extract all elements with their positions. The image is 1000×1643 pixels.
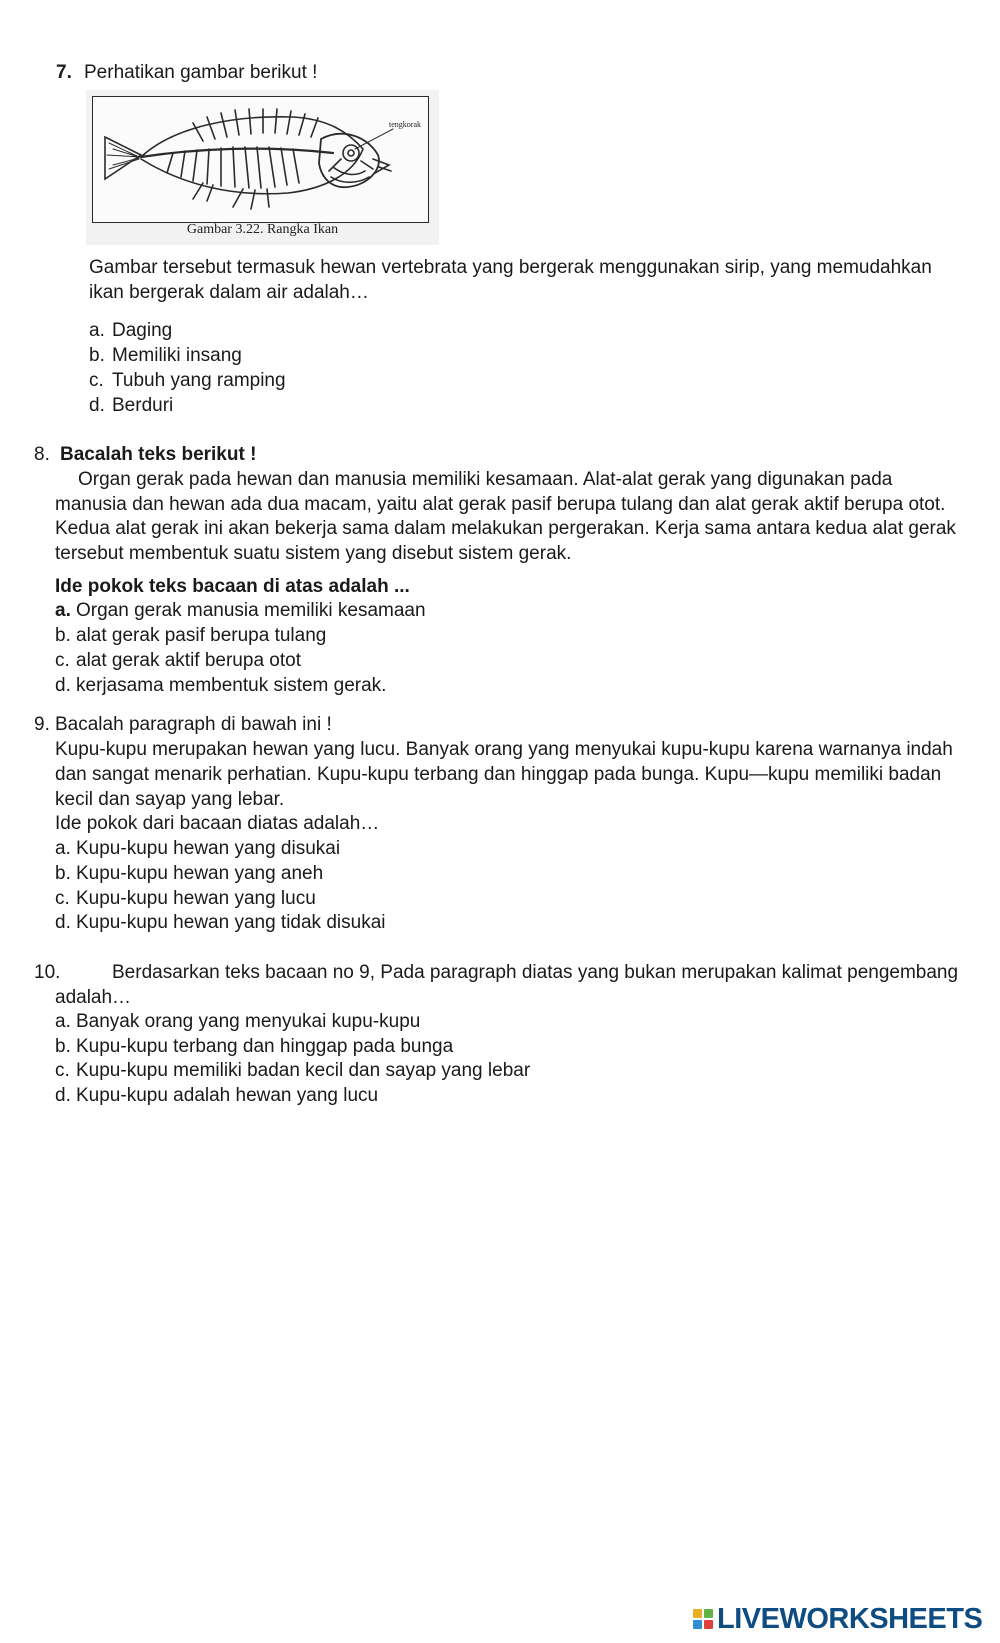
option-text: alat gerak pasif berupa tulang: [76, 625, 327, 646]
option-letter: a.: [55, 1011, 71, 1032]
figure-frame: [92, 96, 429, 223]
option-c[interactable]: [89, 370, 286, 392]
option-text: Daging: [112, 320, 173, 341]
question-9-header: [34, 714, 332, 736]
option-letter: b.: [55, 863, 71, 884]
option-c[interactable]: [55, 650, 301, 672]
option-d[interactable]: [55, 912, 385, 934]
option-text: alat gerak aktif berupa otot: [76, 650, 301, 671]
option-letter: c.: [89, 370, 104, 391]
option-text: Banyak orang yang menyukai kupu-kupu: [76, 1011, 421, 1032]
logo-square: [693, 1620, 702, 1629]
option-letter: b.: [55, 625, 71, 646]
option-d[interactable]: [89, 395, 173, 417]
passage-line: Organ gerak pada hewan dan manusia memiliki kesamaan. Alat-alat gerak yang digunakan pada: [78, 469, 893, 490]
figure-label: tengkorak: [389, 120, 421, 129]
option-b[interactable]: [89, 345, 242, 367]
logo-square: [704, 1609, 713, 1618]
option-text: Kupu-kupu hewan yang tidak disukai: [76, 912, 386, 933]
option-a[interactable]: [55, 838, 340, 860]
question-text: Ide pokok teks bacaan di atas adalah ...: [55, 576, 410, 597]
question-text-line: Gambar tersebut termasuk hewan vertebrata yang bergerak menggunakan sirip, yang memudahkan: [89, 257, 932, 278]
question-10-header: [34, 962, 958, 984]
question-number: 10.: [34, 962, 61, 983]
option-letter: a.: [55, 838, 71, 859]
option-text: Kupu-kupu terbang dan hinggap pada bunga: [76, 1036, 454, 1057]
question-8-header: [34, 444, 256, 466]
option-b[interactable]: [55, 863, 323, 885]
option-text: kerjasama membentuk sistem gerak.: [76, 675, 387, 696]
logo-mark-icon: [693, 1609, 713, 1629]
passage-line: manusia dan hewan ada dua macam, yaitu alat gerak pasif berupa tulang dan alat gerak aktif berupa otot.: [55, 494, 946, 515]
logo-square: [704, 1620, 713, 1629]
option-letter: c.: [55, 1060, 70, 1081]
option-b[interactable]: [55, 625, 326, 647]
fish-skeleton-figure: [86, 90, 439, 245]
option-text: Kupu-kupu hewan yang lucu: [76, 888, 316, 909]
passage-line: Kupu-kupu merupakan hewan yang lucu. Banyak orang yang menyukai kupu-kupu karena warnanya indah: [55, 739, 953, 760]
option-letter: b.: [55, 1036, 71, 1057]
question-text-line: adalah…: [55, 987, 132, 1008]
question-text-line: ikan bergerak dalam air adalah…: [89, 282, 369, 303]
option-letter: a.: [55, 600, 71, 621]
option-d[interactable]: [55, 1085, 378, 1107]
question-number: 7.: [56, 62, 72, 83]
figure-caption: Gambar 3.22. Rangka Ikan: [186, 222, 339, 237]
option-letter: d.: [55, 675, 71, 696]
option-letter: d.: [55, 1085, 71, 1106]
option-letter: d.: [55, 912, 71, 933]
option-text: Organ gerak manusia memiliki kesamaan: [76, 600, 426, 621]
option-a[interactable]: [89, 320, 172, 342]
option-text: Kupu-kupu adalah hewan yang lucu: [76, 1085, 379, 1106]
question-prompt: Bacalah paragraph di bawah ini !: [55, 714, 332, 735]
option-c[interactable]: [55, 1060, 530, 1082]
logo-square: [693, 1609, 702, 1618]
option-text: Tubuh yang ramping: [112, 370, 286, 391]
option-text: Berduri: [112, 395, 174, 416]
option-letter: c.: [55, 888, 70, 909]
question-prompt: Perhatikan gambar berikut !: [84, 62, 318, 83]
question-number: 8.: [34, 444, 50, 465]
option-letter: a.: [89, 320, 105, 341]
option-a[interactable]: [55, 1011, 420, 1033]
question-number: 9.: [34, 714, 50, 735]
option-letter: c.: [55, 650, 70, 671]
passage-line: dan sangat menarik perhatian. Kupu-kupu terbang dan hinggap pada bunga. Kupu—kupu memiliki badan: [55, 764, 942, 785]
option-text: Memiliki insang: [112, 345, 242, 366]
logo-text: LIVEWORKSHEETS: [717, 1602, 983, 1635]
passage-line: kecil dan sayap yang lebar.: [55, 789, 285, 810]
liveworksheets-logo: [693, 1604, 982, 1634]
option-text: Kupu-kupu hewan yang disukai: [76, 838, 341, 859]
option-d[interactable]: [55, 675, 386, 697]
option-a[interactable]: [55, 600, 426, 622]
option-text: Kupu-kupu hewan yang aneh: [76, 863, 324, 884]
question-text-line: Berdasarkan teks bacaan no 9, Pada paragraph diatas yang bukan merupakan kalimat pengembang: [112, 962, 959, 983]
option-text: Kupu-kupu memiliki badan kecil dan sayap yang lebar: [76, 1060, 531, 1081]
option-letter: b.: [89, 345, 105, 366]
passage-line: Kedua alat gerak ini akan bekerja sama dalam melakukan pergerakan. Kerja sama antara kedua alat gerak: [55, 518, 956, 539]
question-prompt: Bacalah teks berikut !: [60, 444, 257, 465]
passage-line: tersebut membentuk suatu sistem yang disebut sistem gerak.: [55, 543, 572, 564]
fish-skeleton-icon: [93, 97, 428, 222]
question-7-header: [56, 62, 317, 84]
option-b[interactable]: [55, 1036, 453, 1058]
option-letter: d.: [89, 395, 105, 416]
question-text: Ide pokok dari bacaan diatas adalah…: [55, 813, 380, 834]
option-c[interactable]: [55, 888, 316, 910]
